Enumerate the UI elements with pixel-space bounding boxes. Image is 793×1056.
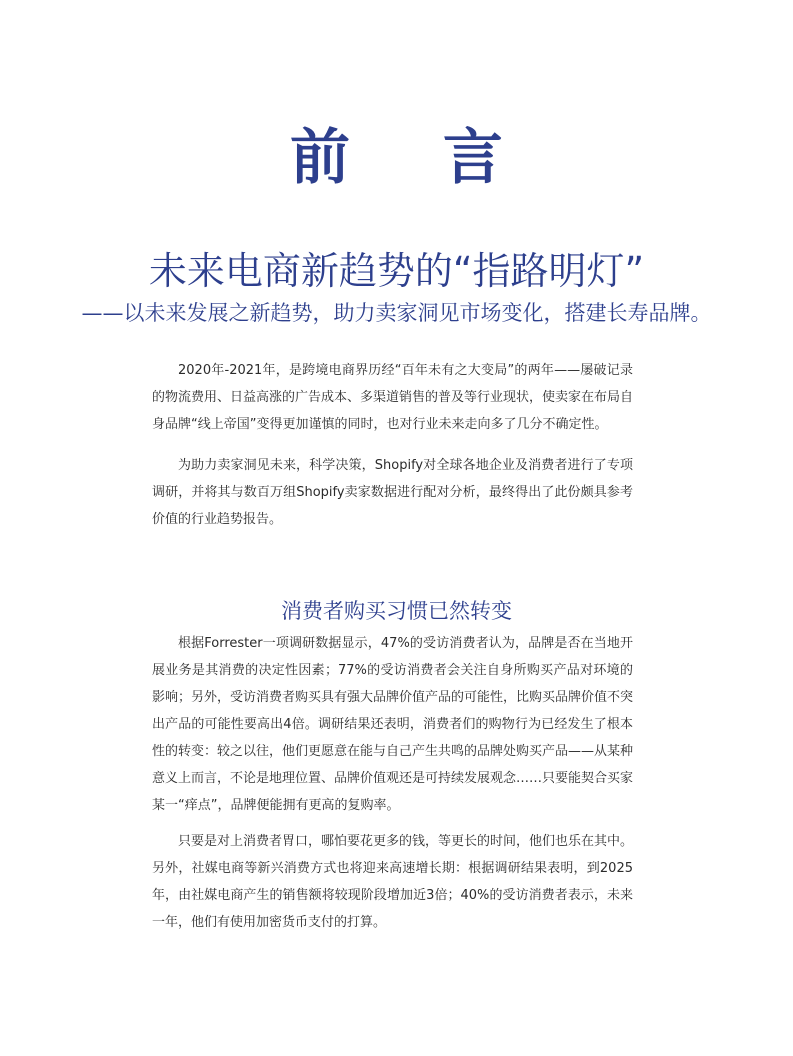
headline: 未来电商新趋势的“指路明灯” [148, 249, 645, 293]
section-heading: 消费者购买习惯已然转变 [281, 599, 512, 623]
intro-paragraph-1: 2020年-2021年，是跨境电商界历经“百年未有之大变局”的两年——屡破记录的物流费用、日益高涨的广告成本、多渠道销售的普及等行业现状，使卖家在布局自身品牌“线上帝国”变得更加谨慎的同时，也对行业未来走向多了几分不确定性。 [152, 363, 634, 432]
section-paragraph-2: 只要是对上消费者胃口，哪怕要花更多的钱，等更长的时间，他们也乐在其中。另外，社媒电商等新兴消费方式也将迎来高速增长期：根据调研结果表明，到2025年，由社媒电商产生的销售额将较现阶段增加近3倍；40%的受访消费者表示，未来一年，他们有使用加密货币支付的打算。 [152, 834, 634, 930]
page-title: 前 言 [290, 123, 539, 193]
subheadline: ——以未来发展之新趋势，助力卖家洞见市场变化，搭建长寿品牌。 [81, 301, 712, 325]
section-paragraph-1: 根据Forrester一项调研数据显示，47%的受访消费者认为，品牌是否在当地开展业务是其消费的决定性因素；77%的受访消费者会关注自身所购买产品对环境的影响；另外，受访消费者购买具有强大品牌价值产品的可能性，比购买品牌价值不突出产品的可能性要高出4倍。调研结果还表明，消费者们的购物行为已经发生了根本性的转变：较之以往，他们更愿意在能与自己产生共鸣的品牌处购买产品——从某种意义上而言，不论是地理位置、品牌价值观还是可持续发展观念……只要能契合买家某一“痒点”，品牌便能拥有更高的复购率。 [152, 636, 634, 813]
intro-paragraph-2: 为助力卖家洞见未来，科学决策，Shopify对全球各地企业及消费者进行了专项调研，并将其与数百万组Shopify卖家数据进行配对分析，最终得出了此份颇具参考价值的行业趋势报告。 [152, 458, 633, 527]
